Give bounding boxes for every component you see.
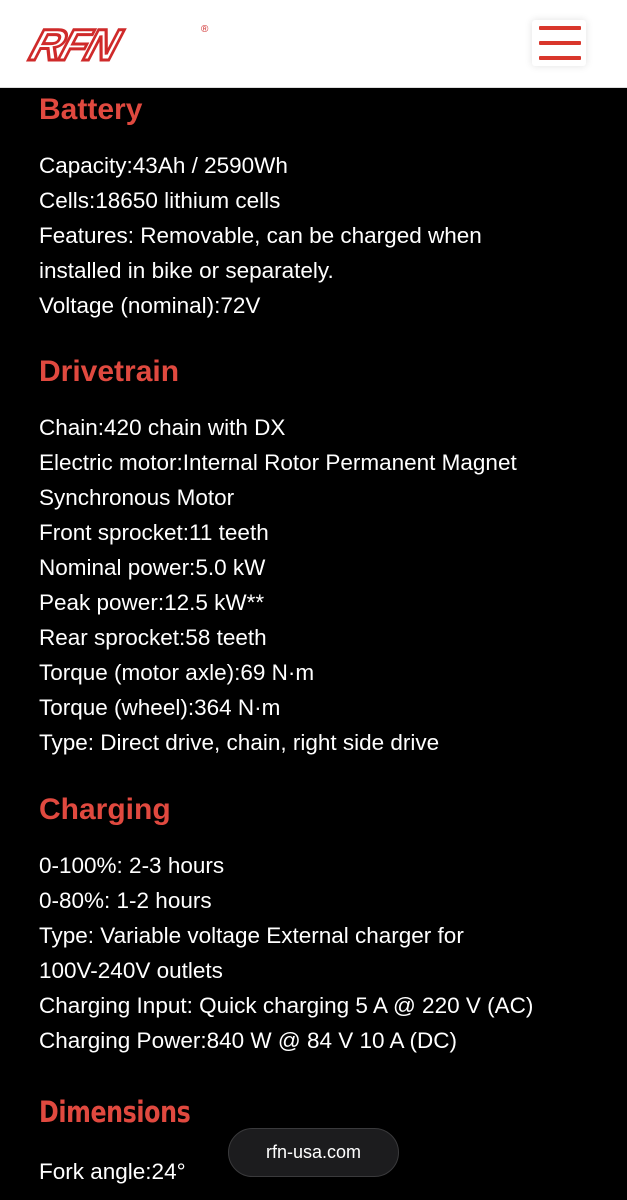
- spec-item: Voltage (nominal):72V: [39, 293, 261, 318]
- spec-item: Charging Input: Quick charging 5 A @ 220 V (AC): [39, 993, 534, 1018]
- spec-item: Synchronous Motor: [39, 485, 235, 510]
- spec-list-drivetrain: [39, 410, 517, 760]
- spec-item: 0-80%: 1-2 hours: [39, 888, 212, 913]
- spec-item: Type: Direct drive, chain, right side drive: [39, 730, 440, 755]
- spec-item: 100V-240V outlets: [39, 958, 223, 983]
- spec-item: Fork angle:24°: [39, 1159, 186, 1184]
- section-title-dimensions: Dimensions: [39, 1095, 191, 1129]
- spec-item: Features: Removable, can be charged when: [39, 223, 482, 248]
- site-header: [0, 0, 627, 88]
- menu-bar-middle: [539, 41, 581, 45]
- spec-item: Chain:420 chain with DX: [39, 415, 286, 440]
- spec-list-dimensions: [39, 1154, 224, 1189]
- section-title-battery: Battery: [39, 93, 143, 126]
- spec-list-battery: [39, 148, 482, 323]
- registered-mark: ®: [201, 24, 209, 35]
- section-charging: [39, 788, 533, 1058]
- section-dimensions: [39, 1090, 224, 1189]
- spec-list-charging: [39, 848, 533, 1058]
- spec-item: installed in bike or separately.: [39, 258, 334, 283]
- browser-url-pill[interactable]: rfn-usa.com: [228, 1128, 399, 1177]
- section-title-charging: Charging: [39, 793, 171, 826]
- spec-item: Nominal power:5.0 kW: [39, 555, 266, 580]
- rfn-logo[interactable]: [26, 22, 216, 70]
- spec-item: Electric motor:Internal Rotor Permanent Magnet: [39, 450, 517, 475]
- section-drivetrain: [39, 350, 517, 760]
- spec-item: Cells:18650 lithium cells: [39, 188, 281, 213]
- section-battery: [39, 88, 482, 323]
- spec-item: Torque (motor axle):69 N·m: [39, 660, 315, 685]
- spec-item: Charging Power:840 W @ 84 V 10 A (DC): [39, 1028, 458, 1053]
- spec-item: Rear sprocket:58 teeth: [39, 625, 267, 650]
- hamburger-menu-icon[interactable]: [532, 20, 586, 66]
- section-title-drivetrain: Drivetrain: [39, 355, 180, 388]
- logo-wordmark: RFN: [24, 21, 125, 70]
- spec-item: Peak power:12.5 kW**: [39, 590, 265, 615]
- spec-item: Torque (wheel):364 N·m: [39, 695, 281, 720]
- menu-bar-bottom: [539, 56, 581, 60]
- menu-bar-top: [539, 26, 581, 30]
- spec-item: Type: Variable voltage External charger for: [39, 923, 464, 948]
- spec-item: 0-100%: 2-3 hours: [39, 853, 225, 878]
- spec-item: Capacity:43Ah / 2590Wh: [39, 153, 288, 178]
- spec-item: Front sprocket:11 teeth: [39, 520, 269, 545]
